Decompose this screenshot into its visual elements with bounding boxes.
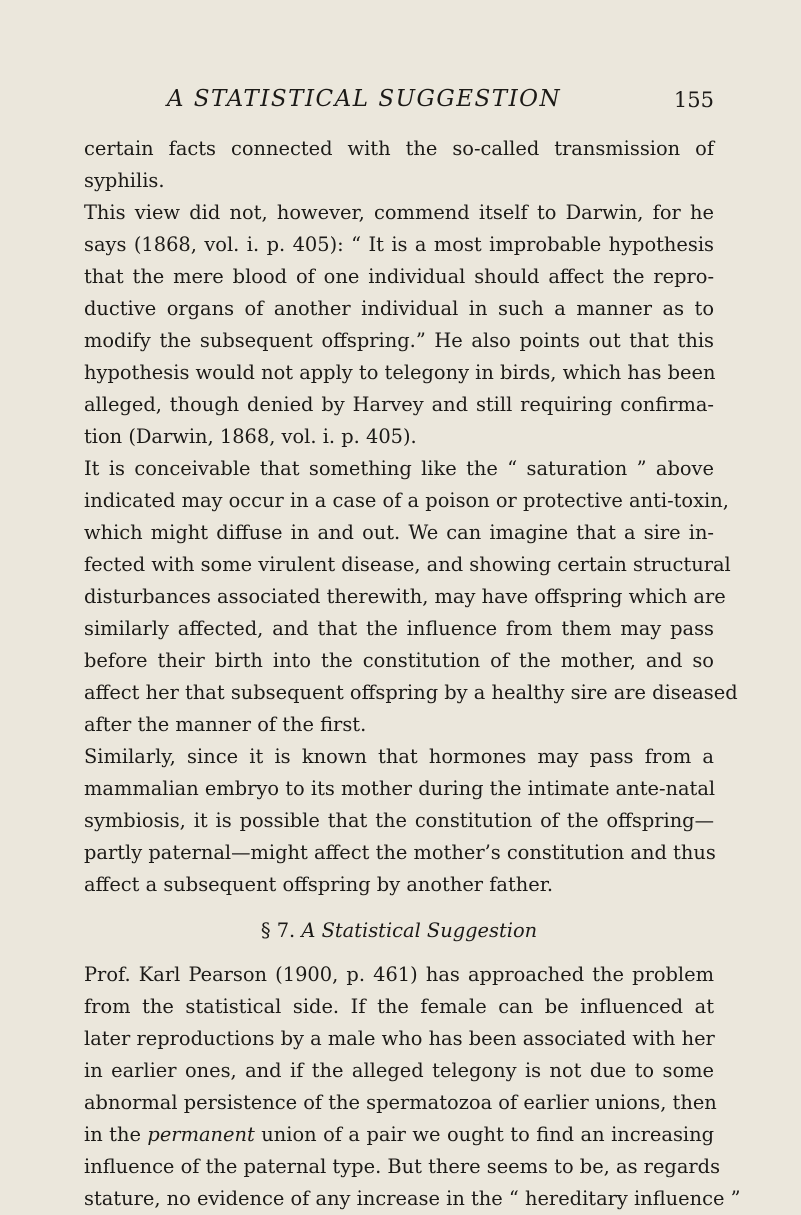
text-run: union of a pair we ought to find an increasing: [254, 1123, 714, 1146]
section-number: § 7.: [260, 919, 296, 942]
body-text: [84, 133, 741, 1215]
text-line: syphilis.: [84, 169, 165, 192]
text-line: before their birth into the constitution of the mother, and so: [84, 649, 714, 672]
text-line: tion (Darwin, 1868, vol. i. p. 405).: [84, 425, 417, 448]
text-line: certain facts connected with the so-called transmission of: [84, 137, 714, 160]
text-line: mammalian embryo to its mother during the intimate ante-natal: [84, 777, 716, 800]
text-line: partly paternal—might affect the mother’s constitution and thus: [84, 841, 716, 864]
section-title: A Statistical Suggestion: [301, 919, 538, 942]
text-line: fected with some virulent disease, and showing certain structural: [84, 553, 731, 576]
text-line: from the statistical side. If the female can be influenced at: [84, 995, 714, 1018]
text-line: affect a subsequent offspring by another father.: [84, 873, 554, 896]
text-line: similarly affected, and that the influence from them may pass: [84, 617, 714, 640]
text-line: influence of the paternal type. But there seems to be, as regards: [84, 1155, 721, 1178]
text-line: modify the subsequent offspring.” He also points out that this: [84, 329, 714, 352]
text-run: in the: [84, 1123, 148, 1146]
text-line: stature, no evidence of any increase in the “ hereditary influence ”: [84, 1187, 741, 1210]
text-line: which might diffuse in and out. We can imagine that a sire in-: [84, 521, 714, 544]
text-line: that the mere blood of one individual should affect the repro-: [84, 265, 714, 288]
text-line: after the manner of the first.: [84, 713, 367, 736]
text-line: [84, 1119, 714, 1151]
text-line: later reproductions by a male who has been associated with her: [84, 1027, 715, 1050]
text-line: symbiosis, it is possible that the constitution of the offspring—: [84, 809, 714, 832]
text-line: disturbances associated therewith, may have offspring which are: [84, 585, 726, 608]
text-line: ductive organs of another individual in such a manner as to: [84, 297, 714, 320]
text-line: says (1868, vol. i. p. 405): “ It is a most improbable hypothesis: [84, 233, 714, 256]
text-line: It is conceivable that something like the “ saturation ” above: [84, 457, 714, 480]
section-heading: [84, 915, 714, 947]
emphasized-word: permanent: [147, 1123, 255, 1146]
text-line: Prof. Karl Pearson (1900, p. 461) has approached the problem: [84, 963, 714, 986]
text-line: abnormal persistence of the spermatozoa of earlier unions, then: [84, 1091, 717, 1114]
text-line: in earlier ones, and if the alleged telegony is not due to some: [84, 1059, 714, 1082]
text-line: affect her that subsequent offspring by a healthy sire are diseased: [84, 681, 738, 704]
page-header: [84, 84, 714, 124]
page-number: 155: [673, 88, 714, 112]
text-line: This view did not, however, commend itself to Darwin, for he: [84, 201, 714, 224]
running-title: A STATISTICAL SUGGESTION: [166, 86, 562, 112]
text-line: hypothesis would not apply to telegony in birds, which has been: [84, 361, 716, 384]
text-line: alleged, though denied by Harvey and still requiring confirma-: [84, 393, 714, 416]
text-line: Similarly, since it is known that hormones may pass from a: [84, 745, 714, 768]
text-line: indicated may occur in a case of a poison or protective anti-toxin,: [84, 489, 729, 512]
